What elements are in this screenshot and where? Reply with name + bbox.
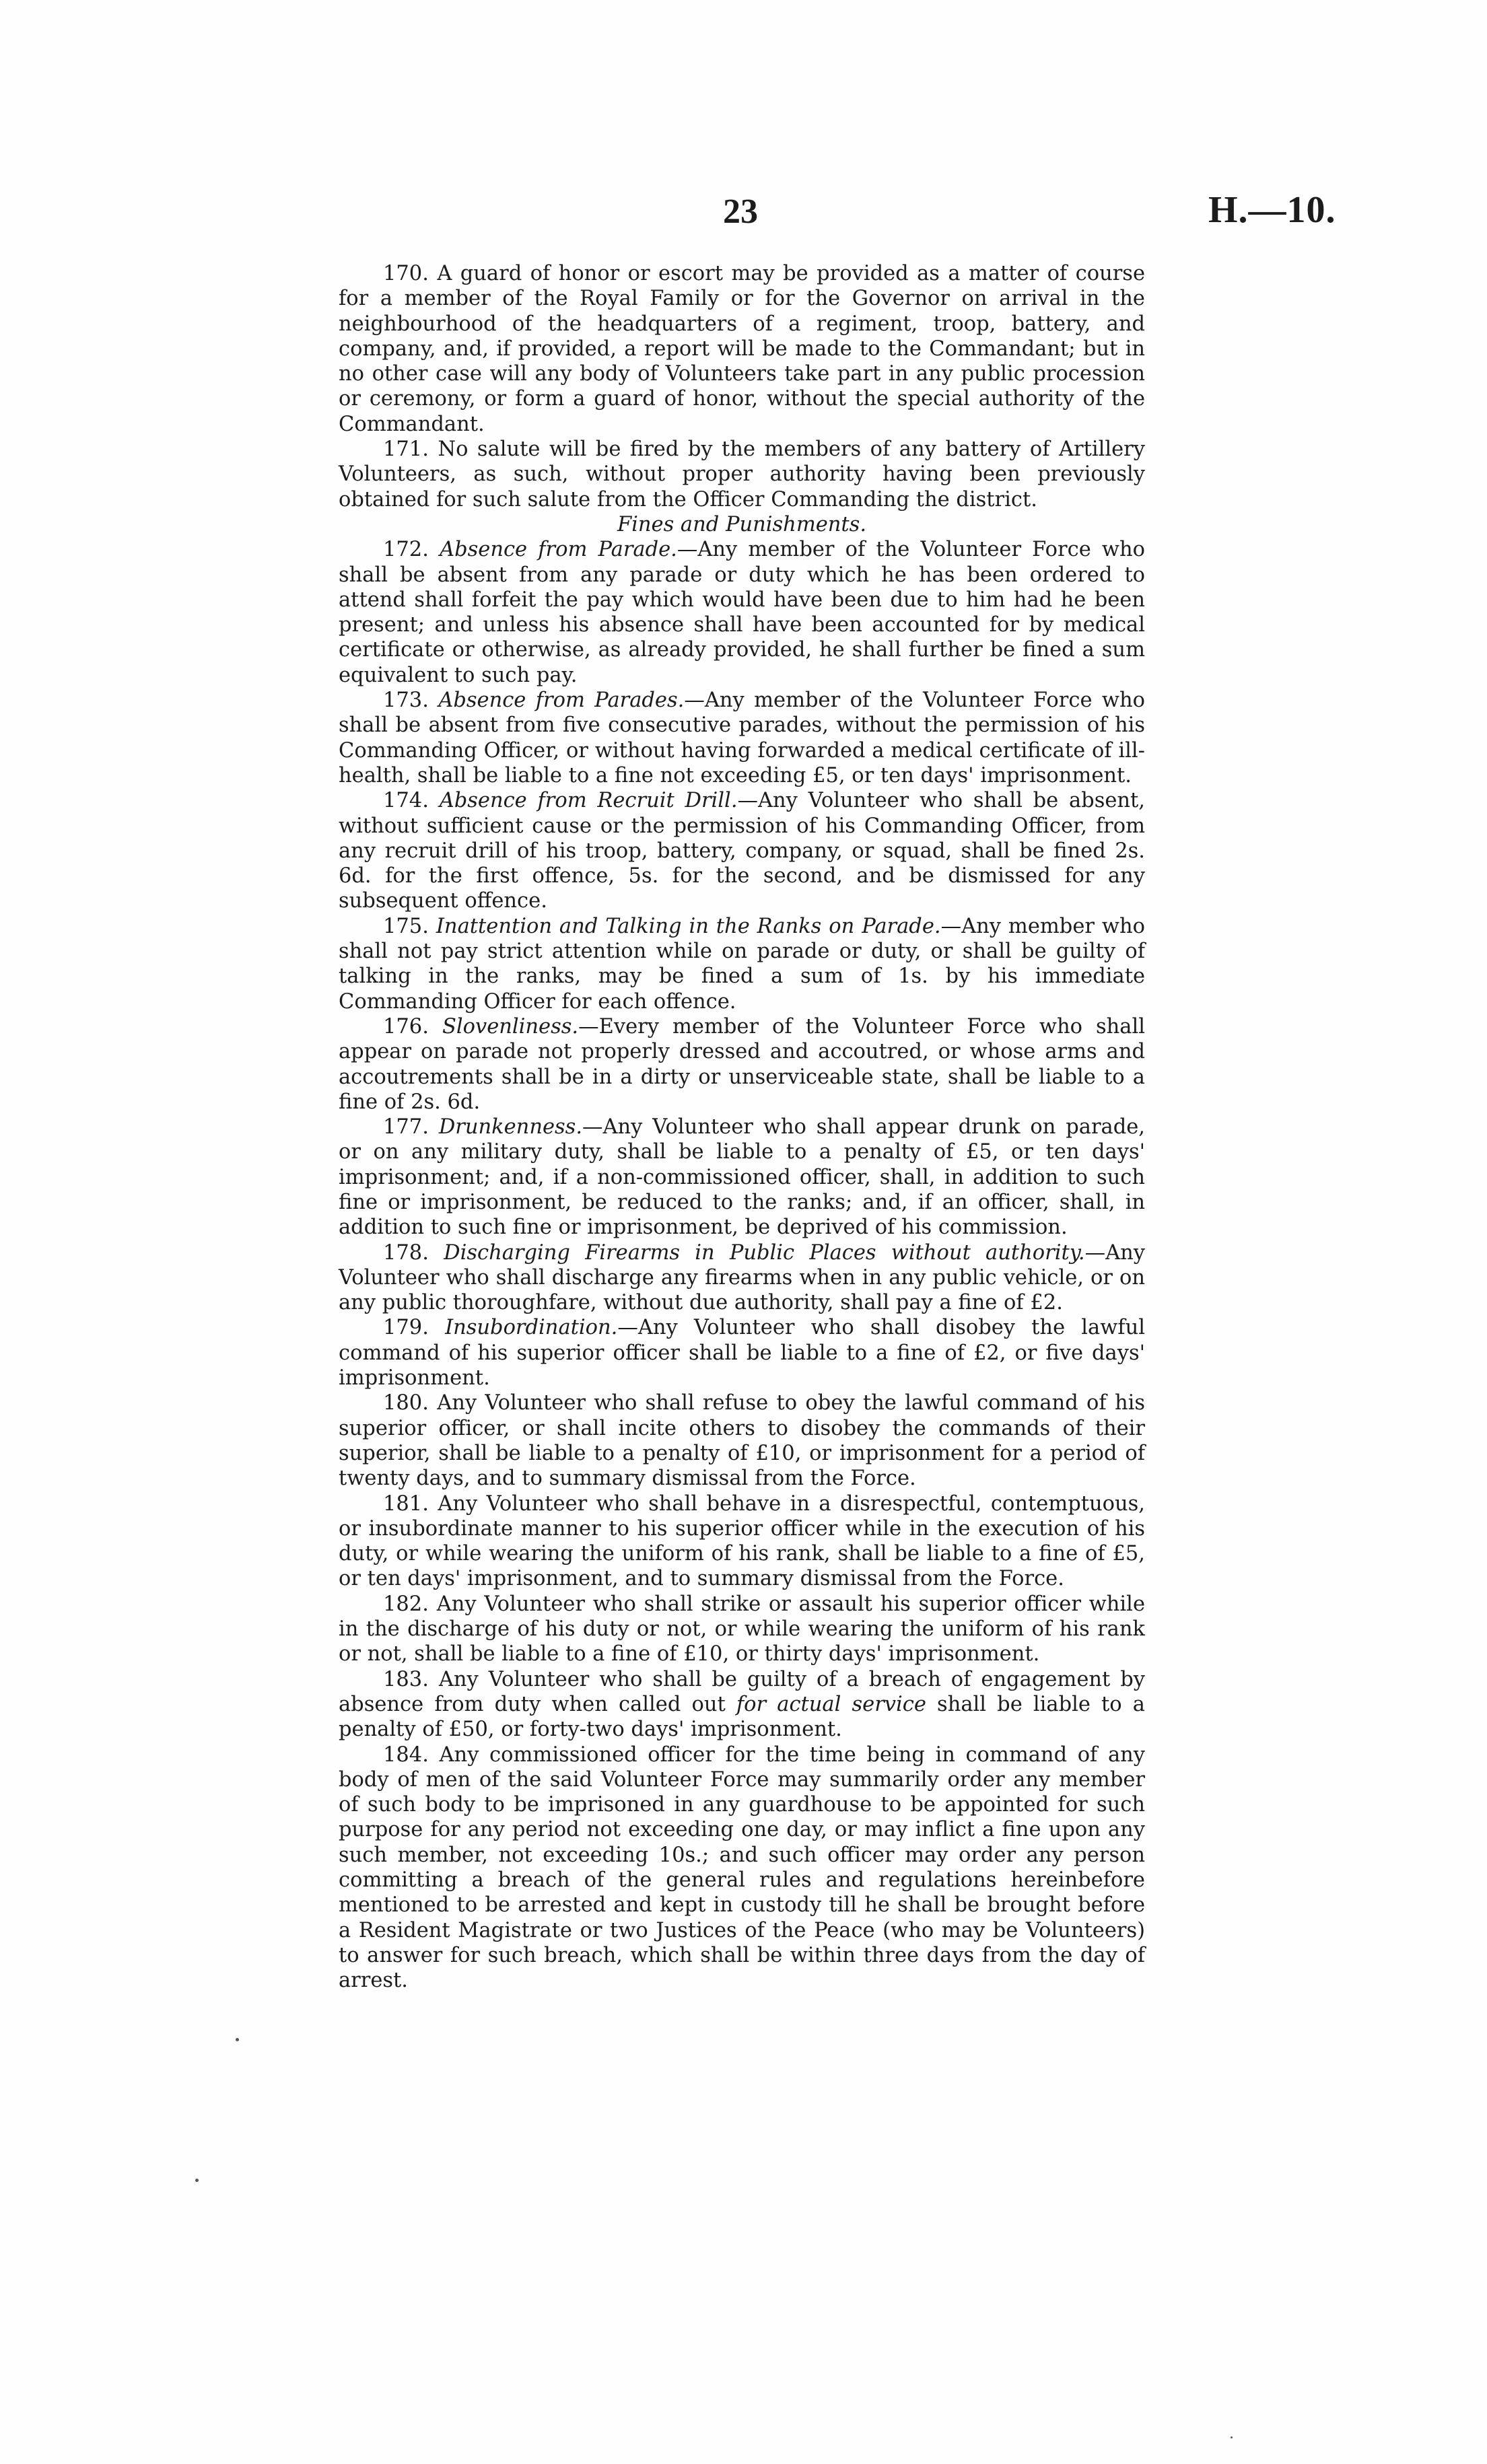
paragraph-text: —Any Volunteer who shall discharge any firearms when in any public vehicle, or on any public thoroughfare, without due authority, shall pay a fine of £2. bbox=[339, 1240, 1145, 1315]
paragraph-text: Any Volunteer who shall refuse to obey the lawful command of his superior officer, or shall incite others to disobey the commands of their superior, shall be liable to a penalty of £10, or imprisonment for a period of twenty days, and to summary dismissal from the Force. bbox=[339, 1391, 1145, 1491]
paragraph-title: Absence from Parades. bbox=[438, 689, 685, 713]
paragraph-176 bbox=[339, 1014, 1145, 1115]
paragraph-text: Any Volunteer who shall be guilty of a breach of engagement by absence from duty when called out bbox=[339, 1667, 1145, 1716]
paragraph-number: 182. bbox=[383, 1592, 429, 1616]
body-text bbox=[339, 261, 1145, 1993]
paragraph-182 bbox=[339, 1592, 1145, 1667]
paragraph-text: —Any Volunteer who shall be absent, without sufficient cause or the permission of his Commanding Officer, from any recruit drill of his troop, battery, company, or squad, shall be fined 2s. 6d. for the first offence, 5s. for the second, and be dismissed for any subsequent offence. bbox=[339, 789, 1146, 913]
paragraph-text: —Any member of the Volunteer Force who shall be absent from five consecutive parades, without the permission of his Commanding Officer, or without having forwarded a medical certificate of ill-health, shall be liable to a fine not exceeding £5, or ten days' imprisonment. bbox=[339, 689, 1146, 787]
paragraph-text: Any commissioned officer for the time being in command of any body of men of the said Volunteer Force may summarily order any member of such body to be imprisoned in any guardhouse to be appointed for such purpose for any period not exceeding one day, or may inflict a fine upon any such member, not exceeding 10s.; and such officer may order any person committing a breach of the general rules and regulations hereinbefore mentioned to be arrested and kept in custody till he shall be brought before a Resident Magistrate or two Justices of the Peace (who may be Volunteers) to answer for such breach, which shall be within three days from the day of arrest. bbox=[339, 1743, 1145, 1993]
paragraph-number: 180. bbox=[383, 1391, 429, 1415]
paragraph-number: 177. bbox=[383, 1115, 429, 1139]
paragraph-number: 172. bbox=[383, 538, 429, 562]
paragraph-title: Absence from Parade. bbox=[440, 538, 677, 562]
paragraph-number: 173. bbox=[383, 689, 429, 713]
paragraph-number: 176. bbox=[383, 1014, 429, 1039]
paragraph-177 bbox=[339, 1115, 1145, 1240]
paragraph-title: Drunkenness. bbox=[438, 1115, 583, 1139]
paragraph-text: No salute will be fired by the members of any battery of Artillery Volunteers, as such, without proper authority having been previously obtained for such salute from the Officer Commanding the district. bbox=[339, 437, 1145, 512]
paragraph-text: Any Volunteer who shall behave in a disrespectful, contemptuous, or insubordinate manner to his superior officer while in the execution of his duty, or while wearing the uniform of his rank, shall be liable to a fine of £5, or ten days' imprisonment, and to summary dismissal from the Force. bbox=[339, 1491, 1145, 1591]
paragraph-text: —Any member of the Volunteer Force who shall be absent from any parade or duty which he has been ordered to attend shall forfeit the pay which would have been due to him had he been present; and unless his absence shall have been accounted for by medical certificate or otherwise, as already provided, he shall further be fined a sum equivalent to such pay. bbox=[339, 538, 1145, 687]
paragraph-183 bbox=[339, 1667, 1145, 1743]
page-number: 23 bbox=[723, 192, 758, 231]
paragraph-174 bbox=[339, 788, 1145, 913]
paragraph-184 bbox=[339, 1743, 1145, 1994]
paragraph-171 bbox=[339, 437, 1145, 512]
paper-speck bbox=[195, 2179, 199, 2182]
paragraph-173 bbox=[339, 688, 1145, 788]
paragraph-180 bbox=[339, 1391, 1145, 1491]
document-reference: H.—10. bbox=[1208, 189, 1336, 231]
paragraph-title: Insubordination. bbox=[445, 1316, 618, 1340]
paragraph-172 bbox=[339, 537, 1145, 688]
paragraph-175 bbox=[339, 914, 1145, 1014]
paragraph-number: 178. bbox=[383, 1240, 429, 1265]
paragraph-text: —Any Volunteer who shall appear drunk on parade, or on any military duty, shall be liable to a penalty of £5, or ten days' imprisonment; and, if a non-commissioned officer, shall, in addition to such fine or imprisonment, be reduced to the ranks; and, if an officer, shall, in addition to such fine or imprisonment, be deprived of his commission. bbox=[339, 1115, 1145, 1240]
paragraph-number: 181. bbox=[383, 1491, 429, 1516]
paragraph-number: 184. bbox=[383, 1743, 429, 1767]
paragraph-number: 174. bbox=[383, 789, 429, 813]
paper-speck bbox=[236, 2038, 239, 2041]
paragraph-number: 171. bbox=[383, 437, 429, 462]
paragraph-text: —Any member who shall not pay strict attention while on parade or duty, or shall be guilty of talking in the ranks, may be fined a sum of 1s. by his immediate Commanding Officer for each offence. bbox=[339, 914, 1145, 1014]
paragraph-170 bbox=[339, 261, 1145, 437]
paragraph-title: Absence from Recruit Drill. bbox=[439, 789, 738, 813]
paragraph-number: 183. bbox=[383, 1667, 429, 1691]
paragraph-179 bbox=[339, 1315, 1145, 1391]
paragraph-title: Discharging Firearms in Public Places without authority. bbox=[444, 1240, 1085, 1265]
paragraph-181 bbox=[339, 1491, 1145, 1592]
paragraph-title: Slovenliness. bbox=[442, 1014, 579, 1039]
paragraph-title: Inattention and Talking in the Ranks on Parade. bbox=[436, 914, 941, 938]
paragraph-number: 170. bbox=[383, 262, 429, 285]
paragraph-emphasis: for actual service bbox=[736, 1692, 926, 1716]
paragraph-178 bbox=[339, 1240, 1145, 1316]
paragraph-text: —Every member of the Volunteer Force who shall appear on parade not properly dressed and accoutred, or whose arms and accoutrements shall be in a dirty or unserviceable state, shall be liable to a fine of 2s. 6d. bbox=[339, 1014, 1145, 1114]
paragraph-text: Any Volunteer who shall strike or assault his superior officer while in the discharge of his duty or not, or while wearing the uniform of his rank or not, shall be liable to a fine of £10, or thirty days' imprisonment. bbox=[339, 1592, 1145, 1666]
paragraph-text: —Any Volunteer who shall disobey the lawful command of his superior officer shall be liable to a fine of £2, or five days' imprisonment. bbox=[339, 1316, 1145, 1391]
paragraph-text: A guard of honor or escort may be provided as a matter of course for a member of the Royal Family or for the Governor on arrival in the neighbourhood of the headquarters of a regiment, troop, battery, and company, and, if provided, a report will be made to the Commandant; but in no other case will any body of Volunteers take part in any public procession or ceremony, or form a guard of honor, without the special authority of the Commandant. bbox=[339, 262, 1145, 436]
paper-speck bbox=[1231, 2436, 1233, 2438]
paragraph-number: 175. bbox=[383, 914, 429, 938]
paragraph-number: 179. bbox=[383, 1316, 429, 1340]
paragraph-text-continued: shall be liable to a penalty of £50, or forty-two days' imprisonment. bbox=[339, 1692, 1145, 1742]
section-heading-fines-and-punishments: Fines and Punishments. bbox=[617, 512, 867, 536]
